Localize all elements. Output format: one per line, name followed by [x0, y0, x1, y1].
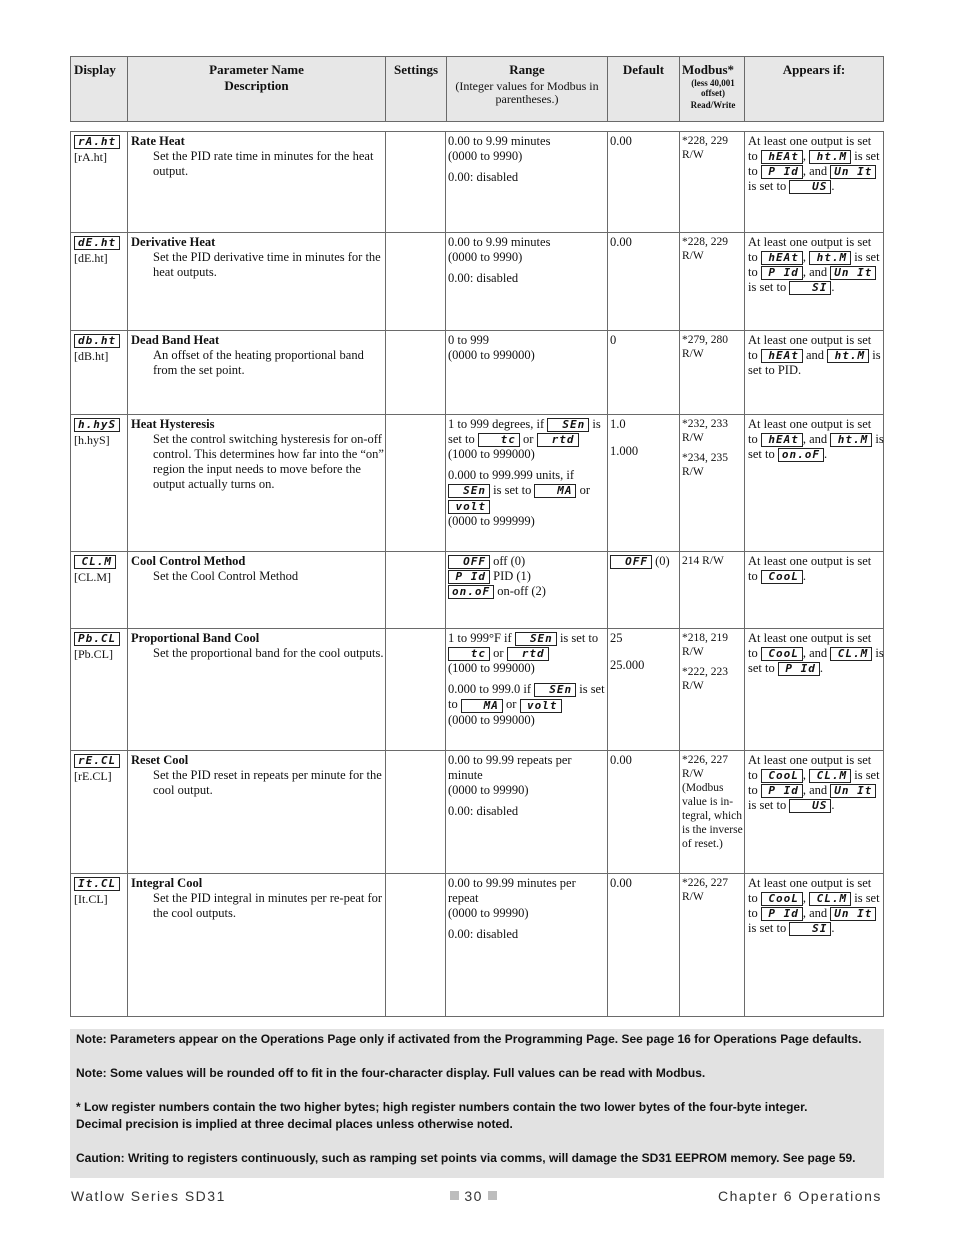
range-text: 1 to 999°F if SEn is set to tc or rtd (1000 to 999000) 0.000 to 999.0 if SEn is set to MA or volt (0000 to 999000) [448, 631, 605, 727]
param-title: Reset Cool [131, 753, 189, 767]
col-display-header: Display [71, 57, 128, 121]
table-row [71, 132, 883, 232]
modbus-register: *226, 227 R/W (Modbus value is in-tegral, which is the inverse of reset.) [682, 754, 743, 850]
param-description: Set the control switching hysteresis for on-off control. This determines how far into the “on” region the input needs to move before the output actually turns on. [153, 432, 384, 491]
modbus-register: *232, 233 R/W *234, 235 R/W [682, 418, 728, 478]
note-operations-page: Note: Parameters appear on the Operations Page only if activated from the Programming Page. See page 16 for Operations Page defaults. [76, 1032, 862, 1046]
range-text: (0000 to 9990) [448, 149, 523, 163]
param-title: Integral Cool [131, 876, 203, 890]
appears-if: At least one output is set to CooL , CL.M is set to P Id , and Un It is set to SI . [748, 876, 880, 936]
lcd-display: CooL [761, 769, 803, 783]
table-row [71, 874, 883, 1016]
range-text: 0.00: disabled [448, 271, 519, 285]
param-description: Set the PID derivative time in minutes for the heat outputs. [153, 250, 381, 279]
table-row [71, 552, 883, 628]
lcd-display: P Id [448, 570, 490, 584]
range-text: 0 to 999 [448, 333, 489, 347]
range-text: 0.00: disabled [448, 927, 519, 941]
param-description: Set the Cool Control Method [153, 569, 299, 583]
appears-if: At least one output is set to hEAt , and ht.M is set to on.oF . [748, 417, 884, 462]
square-icon [450, 1191, 459, 1200]
range-text: (0000 to 99990) [448, 906, 529, 920]
default-value: 0.00 [610, 134, 632, 148]
modbus-register: *228, 229 R/W [682, 135, 728, 161]
appears-if: At least one output is set to CooL . [748, 554, 872, 584]
footer-product: Watlow Series SD31 [71, 1188, 226, 1204]
appears-if: At least one output is set to hEAt , ht.M is set to P Id , and Un It is set to US . [748, 134, 880, 194]
lcd-display: CooL [761, 570, 803, 584]
lcd-display: rtd [507, 647, 549, 661]
default-value: 1.0 1.000 [610, 417, 639, 458]
param-title: Proportional Band Cool [131, 631, 260, 645]
lcd-display: hEAt [761, 433, 803, 447]
lcd-display: Pb.CL [74, 632, 120, 646]
lcd-display: h.hyS [74, 418, 120, 432]
table-row [71, 415, 883, 551]
lcd-display: tc [478, 433, 520, 447]
lcd-display: ht.M [809, 251, 851, 265]
param-code: [h.hyS] [74, 433, 110, 448]
lcd-display: Un It [830, 266, 876, 280]
default-value: 0 [610, 333, 617, 347]
lcd-display: SEn [448, 484, 490, 498]
modbus-register: *279, 280 R/W [682, 334, 728, 360]
table-row [71, 751, 883, 873]
param-title: Derivative Heat [131, 235, 216, 249]
param-title: Rate Heat [131, 134, 185, 148]
col-param-header: Parameter Name Description [128, 57, 386, 121]
page-number: 30 [450, 1188, 497, 1204]
range-text: 0.00: disabled [448, 170, 519, 184]
lcd-display: on.oF [448, 585, 494, 599]
lcd-display: Un It [830, 165, 876, 179]
table-row [71, 331, 883, 414]
lcd-display: It.CL [74, 877, 120, 891]
range-text: 0.00: disabled [448, 804, 519, 818]
default-value: 0.00 [610, 235, 632, 249]
appears-if: At least one output is set to hEAt , ht.M is set to P Id , and Un It is set to SI . [748, 235, 880, 295]
default-value: 25 25.000 [610, 631, 645, 672]
lcd-display: rE.CL [74, 754, 120, 768]
range-text: (0000 to 9990) [448, 250, 523, 264]
lcd-display: volt [448, 500, 490, 514]
param-title: Dead Band Heat [131, 333, 220, 347]
default-value: OFF (0) [610, 554, 678, 569]
col-modbus-header: Modbus* (less 40,001 offset) Read/Write [680, 57, 745, 121]
lcd-display: CL.M [809, 892, 851, 906]
modbus-register: *226, 227 R/W [682, 877, 728, 903]
lcd-display: rtd [537, 433, 579, 447]
lcd-display: tc [448, 647, 490, 661]
range-options: OFF off (0) P Id PID (1) on.oF on-off (2) [448, 554, 606, 599]
modbus-register: *218, 219 R/W *222, 223 R/W [682, 632, 728, 692]
param-code: [Pb.CL] [74, 647, 113, 662]
range-text: 0.00 to 9.99 minutes [448, 134, 551, 148]
appears-if: At least one output is set to CooL , and CL.M is set to P Id . [748, 631, 884, 676]
param-description: Set the PID integral in minutes per re-peat for the cool outputs. [153, 891, 383, 920]
notes-box [70, 1029, 884, 1178]
lcd-display: Un It [830, 784, 876, 798]
default-value: 0.00 [610, 753, 632, 767]
param-code: [It.CL] [74, 892, 108, 907]
square-icon [488, 1191, 497, 1200]
lcd-display: CooL [761, 647, 803, 661]
range-text: 0.00 to 9.99 minutes [448, 235, 551, 249]
lcd-display: CL.M [74, 555, 116, 569]
lcd-display: P Id [761, 266, 803, 280]
lcd-display: SEn [534, 683, 576, 697]
range-text: (0000 to 999000) [448, 348, 535, 362]
lcd-display: MA [534, 484, 576, 498]
lcd-display: volt [520, 699, 562, 713]
note-rounding: Note: Some values will be rounded off to fit in the four-character display. Full values can be read with Modbus. [76, 1066, 706, 1080]
footer-chapter: Chapter 6 Operations [718, 1188, 882, 1204]
lcd-display: hEAt [761, 349, 803, 363]
lcd-display: CooL [761, 892, 803, 906]
lcd-display: OFF [610, 555, 652, 569]
param-code: [rA.ht] [74, 150, 107, 165]
lcd-display: US [789, 799, 831, 813]
lcd-display: MA [461, 699, 503, 713]
param-code: [CL.M] [74, 570, 111, 585]
lcd-display: dE.ht [74, 236, 120, 250]
appears-if: At least one output is set to hEAt and ht.M is set to PID. [748, 333, 881, 378]
lcd-display: P Id [761, 165, 803, 179]
table-row [71, 233, 883, 330]
modbus-register: *228, 229 R/W [682, 236, 728, 262]
lcd-display: SEn [515, 632, 557, 646]
lcd-display: P Id [761, 784, 803, 798]
range-text: 1 to 999 degrees, if SEn is set to tc or rtd (1000 to 999000) 0.000 to 999.999 units, if SEn is set to MA or volt (0000 to 999999) [448, 417, 601, 528]
modbus-register: 214 R/W [682, 555, 724, 567]
lcd-display: P Id [778, 662, 820, 676]
lcd-display: CL.M [809, 769, 851, 783]
range-text: (0000 to 99990) [448, 783, 529, 797]
col-appears-header: Appears if: [782, 62, 846, 77]
lcd-display: Un It [830, 907, 876, 921]
col-range-header: Range (Integer values for Modbus in parentheses.) [447, 57, 608, 121]
lcd-display: on.oF [778, 448, 824, 462]
lcd-display: ht.M [809, 150, 851, 164]
param-code: [rE.CL] [74, 769, 112, 784]
default-value: 0.00 [610, 876, 632, 890]
lcd-display: hEAt [761, 251, 803, 265]
range-text: 0.00 to 99.99 repeats per minute [448, 753, 572, 782]
table-header [70, 56, 884, 122]
param-code: [dE.ht] [74, 251, 108, 266]
lcd-display: db.ht [74, 334, 120, 348]
table-row [71, 629, 883, 750]
lcd-display: ht.M [830, 433, 872, 447]
lcd-display: ht.M [827, 349, 869, 363]
appears-if: At least one output is set to CooL , CL.M is set to P Id , and Un It is set to US . [748, 753, 880, 813]
col-settings-header: Settings [386, 57, 447, 121]
lcd-display: US [789, 180, 831, 194]
param-title: Cool Control Method [131, 554, 246, 568]
lcd-display: rA.ht [74, 135, 120, 149]
range-text: 0.00 to 99.99 minutes per repeat [448, 876, 576, 905]
lcd-display: OFF [448, 555, 490, 569]
lcd-display: SI [789, 922, 831, 936]
caution-eeprom: Caution: Writing to registers continuously, such as ramping set points via comms, will damage the SD31 EEPROM memory. See page 59. [76, 1151, 856, 1165]
lcd-display: P Id [761, 907, 803, 921]
note-registers: * Low register numbers contain the two higher bytes; high register numbers contain the two lower bytes of the four-byte integer. [76, 1100, 808, 1114]
col-default-header: Default [608, 57, 680, 121]
param-code: [dB.ht] [74, 349, 109, 364]
parameter-table [70, 131, 884, 1017]
lcd-display: CL.M [830, 647, 872, 661]
param-title: Heat Hysteresis [131, 417, 215, 431]
lcd-display: hEAt [761, 150, 803, 164]
lcd-display: SEn [547, 418, 589, 432]
param-description: Set the proportional band for the cool outputs. [153, 646, 384, 660]
param-description: Set the PID rate time in minutes for the heat output. [153, 149, 374, 178]
param-description: Set the PID reset in repeats per minute for the cool output. [153, 768, 382, 797]
param-description: An offset of the heating proportional band from the set point. [153, 348, 364, 377]
note-decimal-precision: Decimal precision is implied at three decimal places unless otherwise noted. [76, 1117, 513, 1131]
lcd-display: SI [789, 281, 831, 295]
